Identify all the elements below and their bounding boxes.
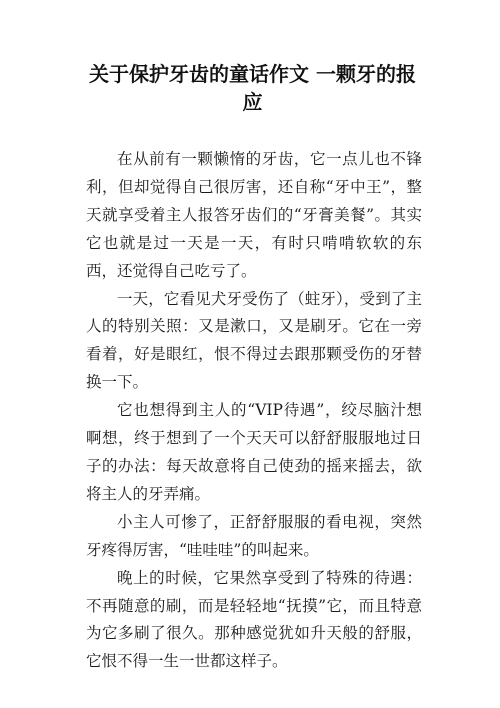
paragraph-2: 一天，它看见犬牙受伤了（蛀牙），受到了主人的特别关照：又是漱口，又是刷牙。它在一旁看着，好是眼红，恨不得过去跟那颗受伤的牙替换一下。 [86, 289, 422, 392]
document-body [86, 146, 422, 676]
document-title: 关于保护牙齿的童话作文 一颗牙的报应 [89, 62, 416, 114]
paragraph-3: 它也想得到主人的“VIP待遇”，绞尽脑汁想啊想，终于想到了一个天天可以舒舒服服地过日子的办法：每天故意将自己使劲的摇来摇去，欲将主人的牙弄痛。 [86, 401, 422, 503]
paragraph-5: 晚上的时候，它果然享受到了特殊的待遇：不再随意的刷，而是轻轻地“抚摸”它，而且特意为它多刷了很久。那种感觉犹如升天般的舒服，它恨不得一生一世都这样子。 [86, 568, 422, 671]
paragraph-1: 在从前有一颗懒惰的牙齿，它一点儿也不锋利，但却觉得自己很厉害，还自称“牙中王”，整天就享受着主人报答牙齿们的“牙膏美餐”。其实它也就是过一天是一天，有时只啃啃软软的东西，还觉得自己吃亏了。 [86, 150, 422, 280]
paragraph-4: 小主人可惨了，正舒舒服服的看电视，突然牙疼得厉害，“哇哇哇”的叫起来。 [86, 512, 422, 559]
